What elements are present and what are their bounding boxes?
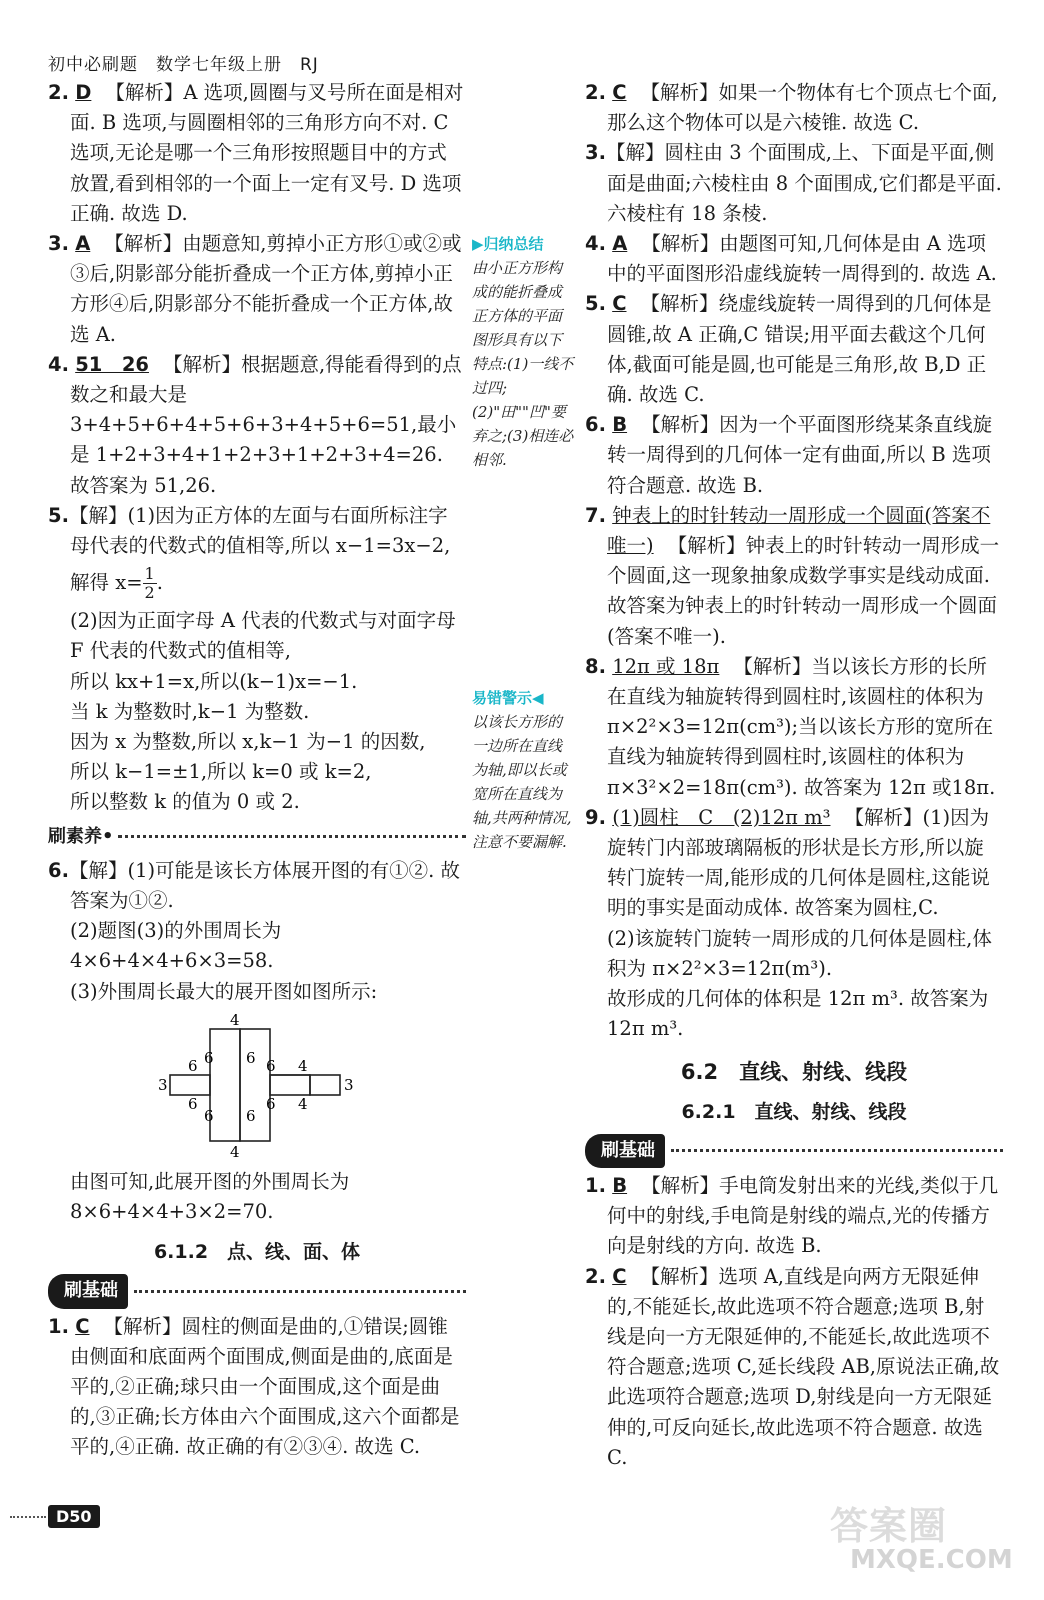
net-face xyxy=(170,1075,210,1095)
answer-right-3: 3.【解】圆柱由 3 个面围成,上、下面是平面,侧面是曲面;六棱柱由 8 个面围成,它们都是平面. 六棱柱有 18 条棱. xyxy=(585,141,1002,225)
net-face xyxy=(210,1029,240,1141)
net-label: 6 xyxy=(246,1048,256,1067)
section-label-shuasuyang: 刷素养• xyxy=(48,822,466,852)
side-note-tag: ▶归纳总结 xyxy=(472,235,544,253)
section-heading-6-2: 6.2 直线、射线、线段 xyxy=(680,1059,908,1084)
answer-left-2: 2. D 【解析】A 选项,圆圈与叉号所在面是相对面. B 选项,与圆圈相邻的三角形方向不对. C 选项,无论是哪一个三角形按照题目中的方式放置,看到相邻的一个面上一定有叉号. D 选项正确. 故选 D. xyxy=(48,81,464,225)
answer-left-5: 5.【解】(1)因为正方体的左面与右面所标注字母代表的代数式的值相等,所以 x−1=3x−2, 解得 x= $\frac{1}{2}$ . (2)因为正面字母 A 代表的代数式与对面字母 F 代表的代数式的值相等, 所以 kx+1=x,所以(k−1)x=−1. 当 k 为整数时,k−1 为整数. 因为 x 为整数,所以 x,k−1 为−1 的因数, 所以 k−1=±1,所以 k=0 或 k=2, 所以整数 k 的值为 0 或 2. xyxy=(48,501,466,818)
side-note-warning: 易错警示◀ 以该长方形的一边所在直线为轴,即以长或宽所在直线为轴,共两种情况,注意不要漏解. xyxy=(472,686,576,854)
right-column xyxy=(585,78,1003,1473)
watermark-logo: 答案圈 xyxy=(830,1504,948,1548)
side-note-summary: ▶归纳总结 由小正方形构成的能折叠成正方体的平面图形具有以下特点:(1)一线不过四;(2)"田""凹"要弃之;(3)相连必相邻. xyxy=(472,232,576,472)
solution-fraction-line: 解得 x= $\frac{1}{2}$ . xyxy=(70,564,163,603)
answer-right-8: 8. 12π 或 18π 【解析】当以该长方形的长所在直线为轴旋转得到圆柱时,该圆柱的体积为 π×2²×3=12π(cm³);当以该长方形的宽所在直线为轴旋转得到圆柱时,该圆柱的体积为 π×3²×2=18π(cm³). 故答案为 12π 或18π. xyxy=(585,654,996,799)
badge-shuajichu: 刷基础 xyxy=(48,1276,466,1308)
net-label: 6 xyxy=(204,1106,214,1125)
net-label: 6 xyxy=(204,1048,214,1067)
net-label: 3 xyxy=(158,1075,168,1094)
answer-right-b2: 2. C 【解析】选项 A,直线是向两方无限延伸的,不能延长,故此选项不符合题意;选项 B,射线是向一方无限延伸的,不能延长,故此选项不符合题意;选项 C,延长线段 AB,原说法正确,故此选项符合题意;选项 D,射线是向一方无限延伸的,可反向延长,故此选项不符合题意. 故选 C. xyxy=(585,1264,1000,1469)
net-label: 4 xyxy=(298,1056,308,1075)
answer-left-3: 3. A 【解析】由题意知,剪掉小正方形①或②或③后,阴影部分能折叠成一个正方体,剪掉小正方形④后,阴影部分不能折叠成一个正方体,故选 A. xyxy=(48,232,462,346)
net-label: 6 xyxy=(188,1094,198,1113)
net-label: 4 xyxy=(230,1010,240,1029)
answer-right-b1: 1. B 【解析】手电筒发射出来的光线,类似于几何中的射线,手电筒是射线的端点,光的传播方向是射线的方向. 故选 B. xyxy=(585,1173,999,1258)
answer-right-4: 4. A 【解析】由题图可知,几何体是由 A 选项中的平面图形沿虚线旋转一周得到的. 故选 A. xyxy=(585,232,997,286)
running-header: 初中必刷题 数学七年级上册 RJ xyxy=(48,55,319,75)
net-label: 6 xyxy=(246,1106,256,1125)
fraction: $\frac{1}{2}$ xyxy=(144,564,155,603)
section-heading-6-2-1: 6.2.1 直线、射线、线段 xyxy=(681,1100,907,1123)
cuboid-net-figure xyxy=(70,1011,470,1161)
watermark-url: MXQE.COM xyxy=(850,1545,1013,1575)
answer-left-4: 4. 51 26 【解析】根据题意,得能看得到的点数之和最大是 3+4+5+6+4+5+6+3+4+5+6=51,最小是 1+2+3+4+1+2+3+1+2+3+4=26. 故答案为 51,26. xyxy=(48,352,462,497)
page-number-leader xyxy=(10,1516,46,1518)
net-face xyxy=(310,1075,340,1095)
net-label: 4 xyxy=(230,1142,240,1161)
left-column xyxy=(48,78,466,1463)
answer-right-9: 9. (1)圆柱 C (2)12π m³ 【解析】(1)因为旋转门内部玻璃隔板的形状是长方形,所以旋转门旋转一周,能形成的几何体是圆柱,这能说明的事实是面动成体. 故答案为圆柱,C. (2)该旋转门旋转一周形成的几何体是圆柱,体积为 π×2²×3=12π(m³). 故形成的几何体的体积是 12π m³. 故答案为 12π m³. xyxy=(585,805,992,1041)
badge-shuajichu: 刷基础 xyxy=(585,1135,1003,1167)
page-number: D50 xyxy=(48,1505,100,1528)
answer-left-6: 6.【解】(1)可能是该长方体展开图的有①②. 故答案为①②. (2)题图(3)的外围周长为 4×6+4×4+6×3=58. (3)外围周长最大的展开图如图所示: 4 4 6 6 6 6 4 3 3 6 6 6 6 4 由图可知,此展开图的外围周长为 8×6+4×4+3×2=70. xyxy=(48,856,466,1227)
section-heading-6-1-2: 6.1.2 点、线、面、体 xyxy=(153,1241,361,1264)
net-label: 4 xyxy=(298,1094,308,1113)
net-label: 6 xyxy=(188,1056,198,1075)
answer-left-b1: 1. C 【解析】圆柱的侧面是曲的,①错误;圆锥由侧面和底面两个面围成,侧面是曲的,底面是平的,②正确;球只由一个面围成,这个面是曲的,③正确;长方体由六个面围成,这六个面都是平的,④正确. 故正确的有②③④. 故选 C. xyxy=(48,1314,460,1459)
answer-right-6: 6. B 【解析】因为一个平面图形绕某条直线旋转一周得到的几何体一定有曲面,所以 B 选项符合题意. 故选 B. xyxy=(585,413,993,497)
net-label: 6 xyxy=(266,1094,276,1113)
side-note-tag: 易错警示◀ xyxy=(472,689,544,707)
answer-right-5: 5. C 【解析】绕虚线旋转一周得到的几何体是圆锥,故 A 正确,C 错误;用平面去截这个几何体,截面可能是圆,也可能是三角形,故 B,D 正确. 故选 C. xyxy=(585,292,992,407)
net-face xyxy=(270,1075,310,1095)
net-label: 3 xyxy=(344,1075,354,1094)
net-label: 6 xyxy=(266,1056,276,1075)
answer-right-2: 2. C 【解析】如果一个物体有七个顶点七个面,那么这个物体可以是六棱锥. 故选 C. xyxy=(585,81,998,135)
answer-right-7: 7. 钟表上的时针转动一周形成一个圆面(答案不唯一) 【解析】钟表上的时针转动一周形成一个圆面,这一现象抽象成数学事实是线动成面. 故答案为钟表上的时针转动一周形成一个圆面(答案不唯一). xyxy=(585,503,1000,648)
